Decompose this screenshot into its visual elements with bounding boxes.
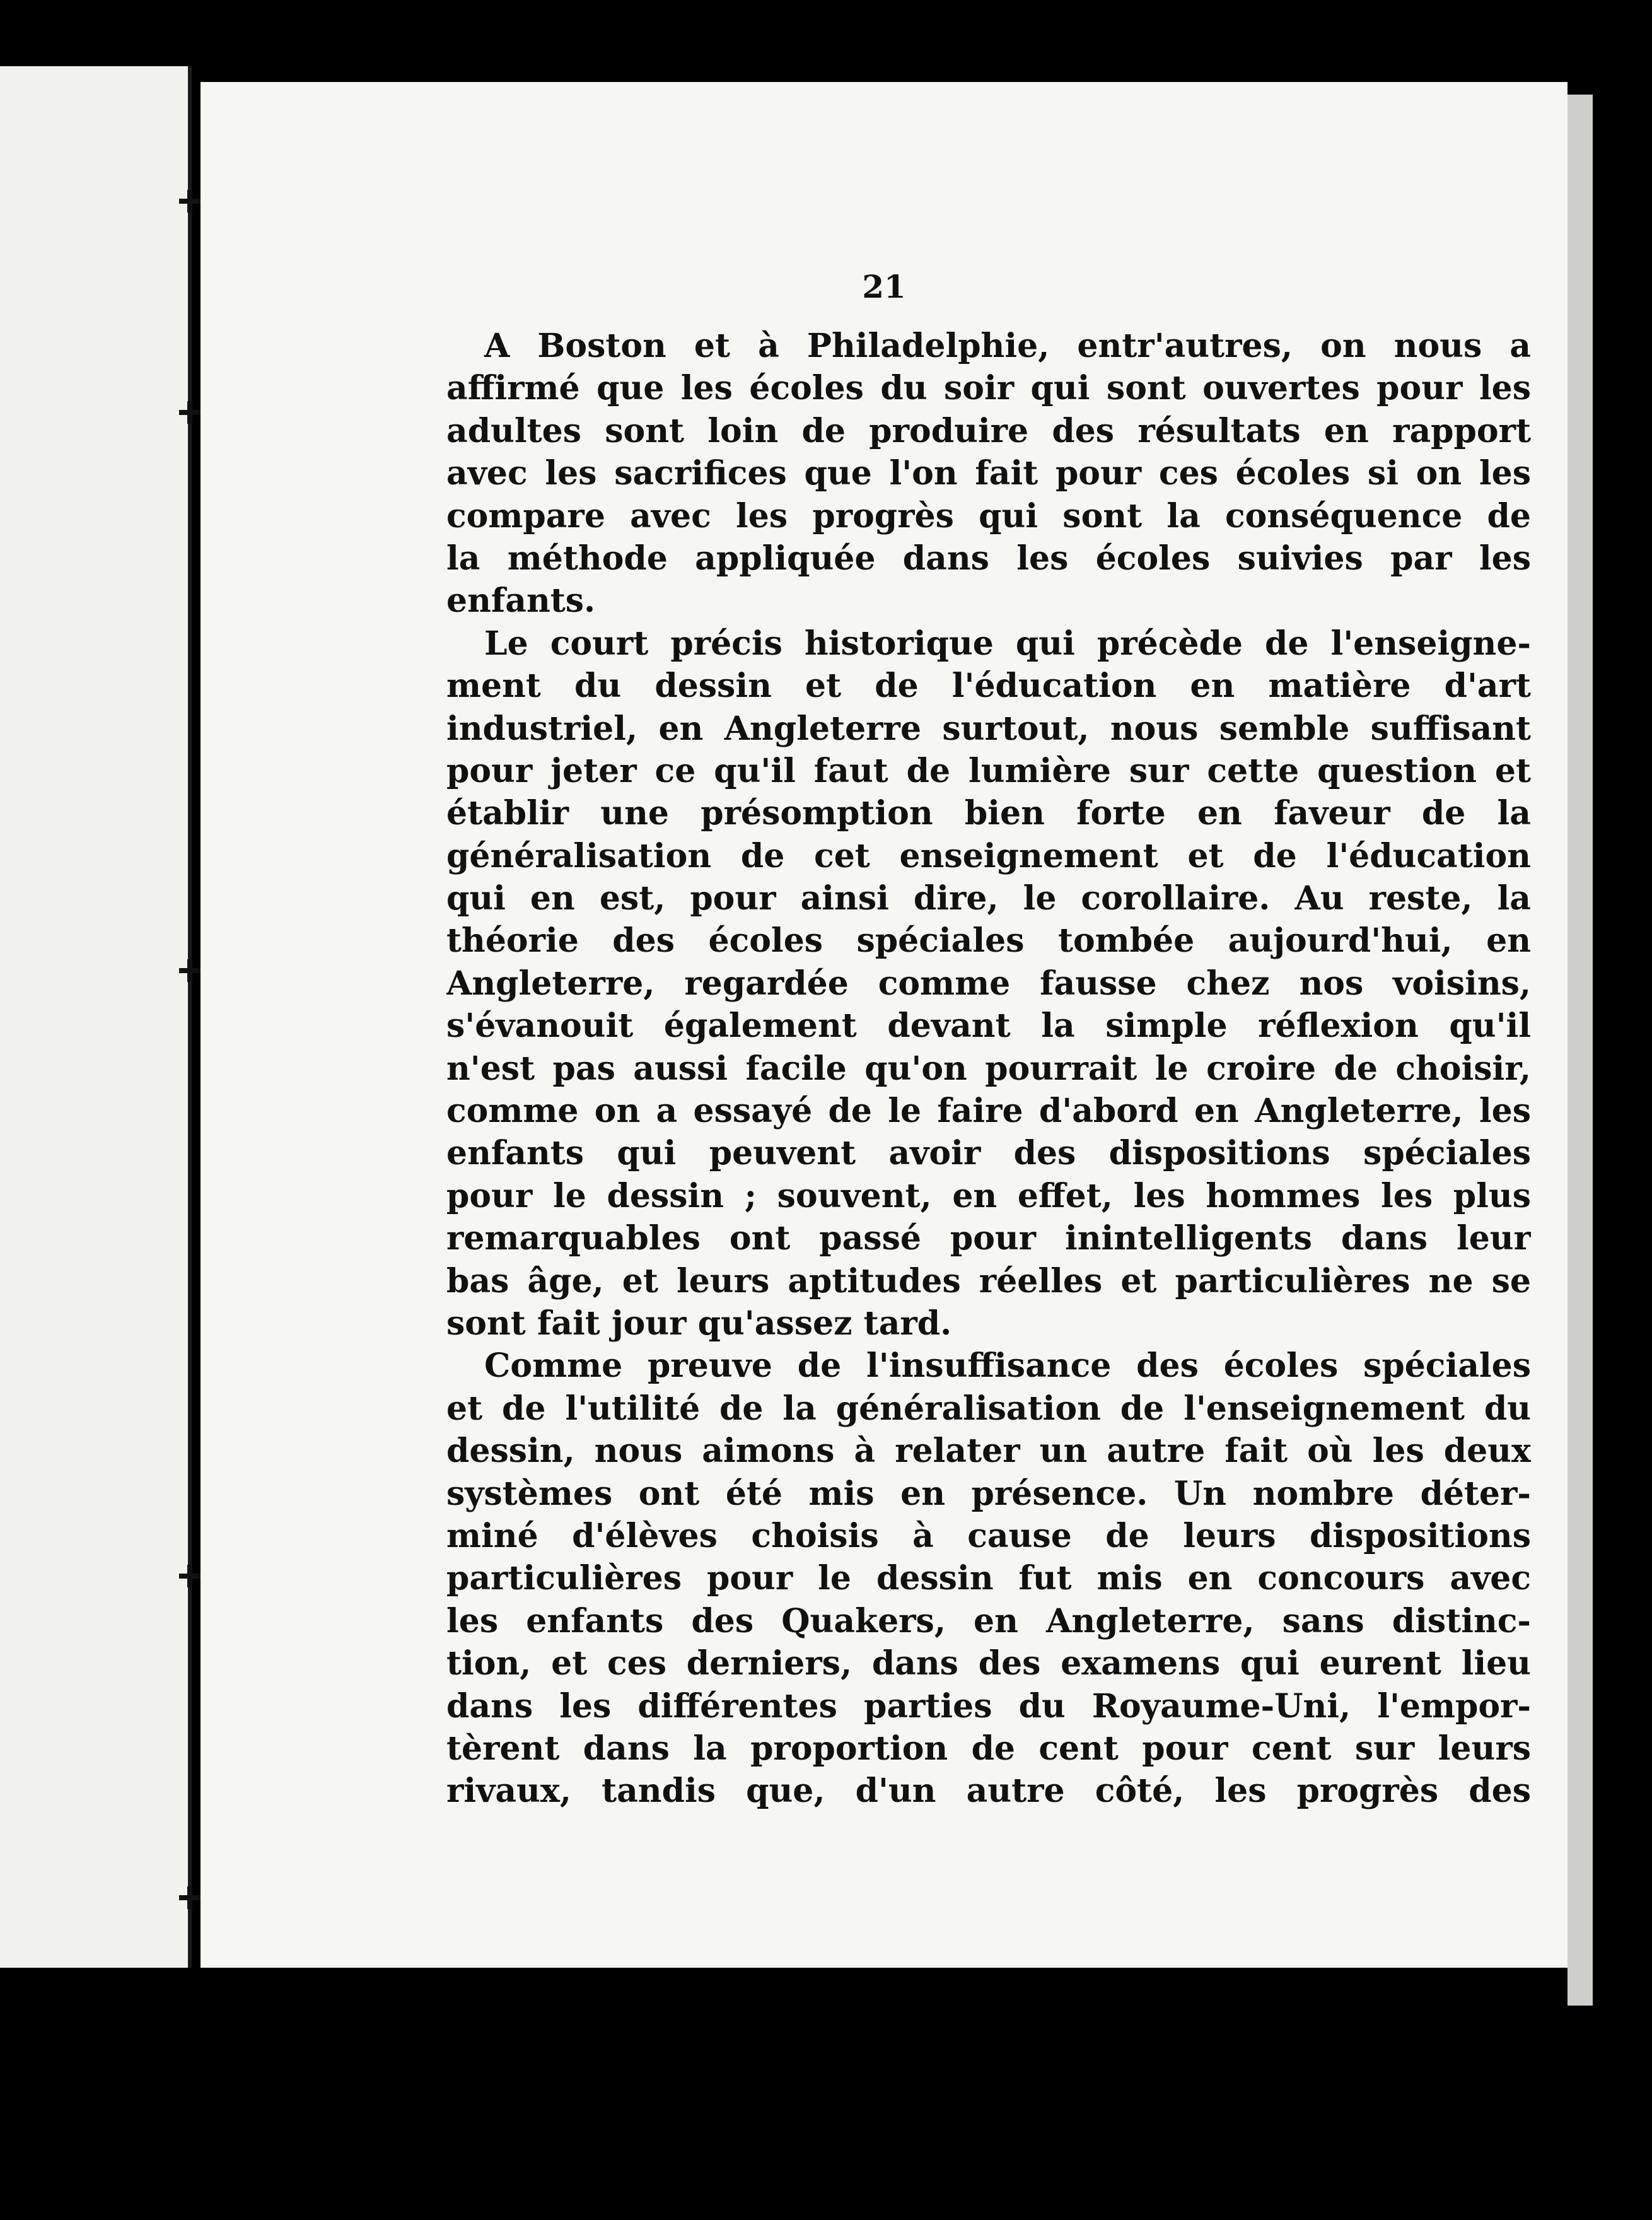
text-line: rivaux, tandis que, d'un autre côté, les progrès des — [446, 1772, 1531, 1811]
text-line: miné d'élèves choisis à cause de leurs dispositions — [446, 1516, 1531, 1555]
text-line: avec les sacrifices que l'on fait pour ces écoles si on les — [446, 454, 1531, 493]
page-edge-shadow — [1568, 95, 1593, 2006]
text-line: comme on a essayé de le faire d'abord en Angleterre, les — [446, 1092, 1531, 1131]
text-line: établir une présomption bien forte en faveur de la — [446, 794, 1531, 833]
text-line: industriel, en Angleterre surtout, nous semble suffisant — [446, 709, 1531, 748]
text-line: systèmes ont été mis en présence. Un nombre déter- — [446, 1474, 1531, 1513]
text-line: n'est pas aussi facile qu'on pourrait le croire de choisir, — [446, 1049, 1531, 1088]
facing-page-edge — [0, 66, 189, 1968]
text-line: théorie des écoles spéciales tombée aujourd'hui, en — [446, 921, 1531, 961]
text-line: Comme preuve de l'insuffisance des écoles spéciales — [484, 1347, 1531, 1386]
sewing-mark — [179, 1895, 201, 1900]
text-line: s'évanouit également devant la simple réflexion qu'il — [446, 1007, 1531, 1046]
text-line: Le court précis historique qui précède de l'enseigne- — [484, 624, 1531, 663]
sewing-mark — [179, 968, 201, 973]
text-line: remarquables ont passé pour inintelligents dans leur — [446, 1219, 1531, 1258]
text-line: et de l'utilité de la généralisation de l'enseignement du — [446, 1389, 1531, 1428]
text-line: dessin, nous aimons à relater un autre fait où les deux — [446, 1432, 1531, 1471]
text-line: les enfants des Quakers, en Angleterre, sans distinc- — [446, 1601, 1531, 1640]
sewing-mark — [179, 199, 201, 204]
text-line: particulières pour le dessin fut mis en concours avec — [446, 1559, 1531, 1598]
body-text — [446, 325, 1531, 1813]
text-line: enfants qui peuvent avoir des dispositions spéciales — [446, 1134, 1531, 1173]
sewing-mark — [179, 410, 201, 415]
text-line: généralisation de cet enseignement et de l'éducation — [446, 836, 1531, 875]
text-line: bas âge, et leurs aptitudes réelles et particulières ne se — [446, 1261, 1531, 1300]
text-line: pour le dessin ; souvent, en effet, les hommes les plus — [446, 1176, 1531, 1215]
text-line: la méthode appliquée dans les écoles suivies par les — [446, 539, 1531, 578]
text-line: affirmé que les écoles du soir qui sont ouvertes pour les — [446, 369, 1531, 408]
book-page — [201, 82, 1568, 1968]
text-line: sont fait jour qu'assez tard. — [446, 1304, 952, 1343]
sewing-mark — [179, 1574, 201, 1579]
text-line: compare avec les progrès qui sont la conséquence de — [446, 496, 1531, 535]
text-line: ment du dessin et de l'éducation en matière d'art — [446, 667, 1531, 706]
binding-gutter — [188, 66, 192, 1968]
text-line: adultes sont loin de produire des résultats en rapport — [446, 411, 1531, 450]
text-line: qui en est, pour ainsi dire, le corollaire. Au reste, la — [446, 879, 1531, 918]
text-line: tèrent dans la proportion de cent pour cent sur leurs — [446, 1729, 1531, 1768]
text-line: pour jeter ce qu'il faut de lumière sur cette question et — [446, 751, 1531, 790]
text-line: Angleterre, regardée comme fausse chez nos voisins, — [446, 964, 1531, 1003]
text-line: enfants. — [446, 581, 596, 621]
text-line: dans les différentes parties du Royaume-Uni, l'empor- — [446, 1686, 1531, 1726]
text-line: A Boston et à Philadelphie, entr'autres, on nous a — [484, 327, 1531, 365]
page-number: 21 — [862, 268, 906, 305]
text-line: tion, et ces derniers, dans des examens qui eurent lieu — [446, 1644, 1531, 1683]
